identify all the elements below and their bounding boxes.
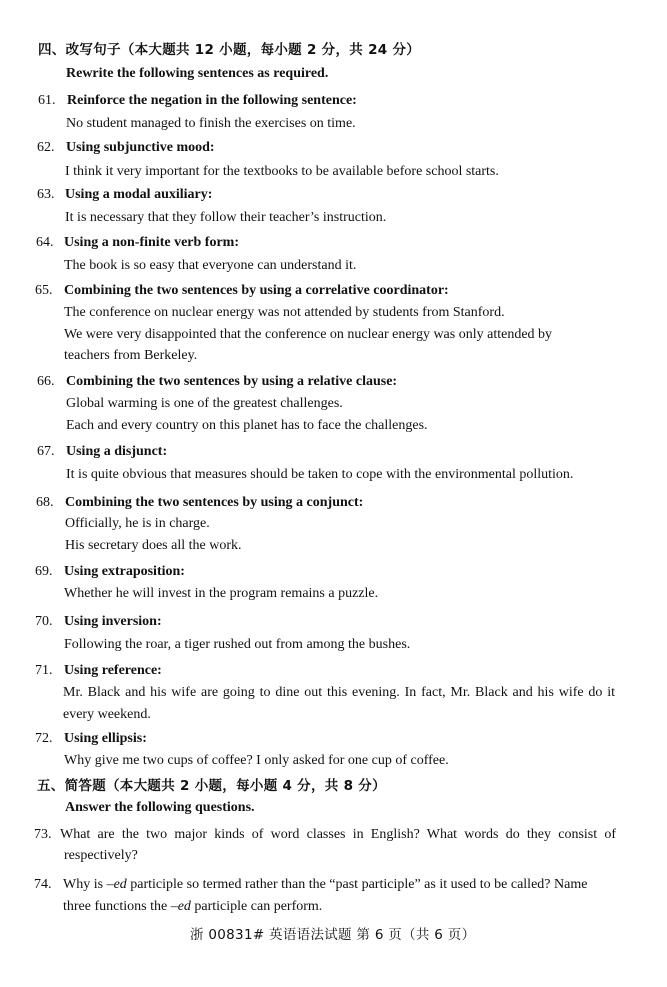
question-prompt: Using reference:	[64, 663, 162, 678]
question-sentence: The conference on nuclear energy was not attended by students from Stanford.	[64, 305, 505, 320]
question-number: 65.	[35, 283, 53, 298]
question-text-part: Why is	[63, 877, 107, 892]
question-prompt: Combining the two sentences by using a relative clause:	[66, 374, 398, 389]
question-number: 64.	[36, 235, 54, 250]
question-number: 67.	[37, 444, 55, 459]
question-prompt: Using subjunctive mood:	[66, 140, 215, 155]
question-number: 74.	[34, 877, 52, 892]
question-sentence: Global warming is one of the greatest challenges.	[66, 396, 343, 411]
question-number: 70.	[35, 614, 53, 629]
question-sentence: Why give me two cups of coffee? I only asked for one cup of coffee.	[64, 753, 449, 768]
question-number: 68.	[36, 495, 54, 510]
question-number: 72.	[35, 731, 53, 746]
question-prompt: Using a modal auxiliary:	[65, 187, 213, 202]
section-5-heading: 五、简答题（本大题共 2 小题，每小题 4 分，共 8 分）	[37, 778, 386, 794]
question-prompt: Using inversion:	[64, 614, 162, 629]
page-footer: 浙 00831# 英语语法试题 第 6 页（共 6 页）	[190, 927, 476, 943]
question-number: 62.	[37, 140, 55, 155]
question-prompt: Using extraposition:	[64, 564, 185, 579]
question-number: 61.	[38, 93, 56, 108]
question-sentence: Following the roar, a tiger rushed out from among the bushes.	[64, 637, 411, 652]
question-prompt: Using a disjunct:	[66, 444, 168, 459]
question-sentence: Mr. Black and his wife are going to dine out this evening. In fact, Mr. Black and his wife do it	[63, 685, 615, 700]
question-prompt: Reinforce the negation in the following sentence:	[67, 93, 357, 108]
question-number: 73.	[34, 827, 52, 842]
question-number: 66.	[37, 374, 55, 389]
question-sentence: The book is so easy that everyone can understand it.	[64, 258, 357, 273]
question-prompt: Using a non-finite verb form:	[64, 235, 239, 250]
question-sentence: Officially, he is in charge.	[65, 516, 210, 531]
question-text-part: participle so termed rather than the “past participle” as it used to be called? Name	[126, 877, 588, 892]
question-prompt: Combining the two sentences by using a conjunct:	[65, 495, 364, 510]
question-sentence: I think it very important for the textbooks to be available before school starts.	[65, 164, 499, 179]
question-text-part: participle can perform.	[190, 899, 323, 914]
emphasis-ed: –ed	[170, 899, 191, 914]
section-5-instruction: Answer the following questions.	[65, 800, 255, 815]
question-sentence: Whether he will invest in the program remains a puzzle.	[64, 586, 379, 601]
question-sentence: Each and every country on this planet has to face the challenges.	[66, 418, 428, 433]
question-text	[63, 878, 587, 892]
question-sentence: No student managed to finish the exercises on time.	[66, 116, 356, 131]
question-number: 63.	[37, 187, 55, 202]
emphasis-ed: –ed	[106, 877, 127, 892]
section-4-heading: 四、改写句子（本大题共 12 小题，每小题 2 分，共 24 分）	[38, 42, 421, 58]
question-text-part: three functions the	[63, 899, 171, 914]
question-text	[63, 900, 322, 914]
question-text: respectively?	[64, 848, 138, 863]
question-number: 71.	[35, 663, 53, 678]
section-4-instruction: Rewrite the following sentences as required.	[66, 66, 329, 81]
question-sentence: It is quite obvious that measures should be taken to cope with the environmental pollution.	[66, 467, 574, 482]
question-prompt: Combining the two sentences by using a correlative coordinator:	[64, 283, 449, 298]
question-sentence: every weekend.	[63, 707, 151, 722]
question-text: What are the two major kinds of word classes in English? What words do they consist of	[60, 827, 616, 842]
question-sentence: We were very disappointed that the conference on nuclear energy was only attended by	[64, 327, 553, 342]
question-prompt: Using ellipsis:	[64, 731, 147, 746]
question-number: 69.	[35, 564, 53, 579]
question-sentence: His secretary does all the work.	[65, 538, 242, 553]
question-sentence: teachers from Berkeley.	[64, 348, 198, 363]
question-sentence: It is necessary that they follow their teacher’s instruction.	[65, 210, 387, 225]
